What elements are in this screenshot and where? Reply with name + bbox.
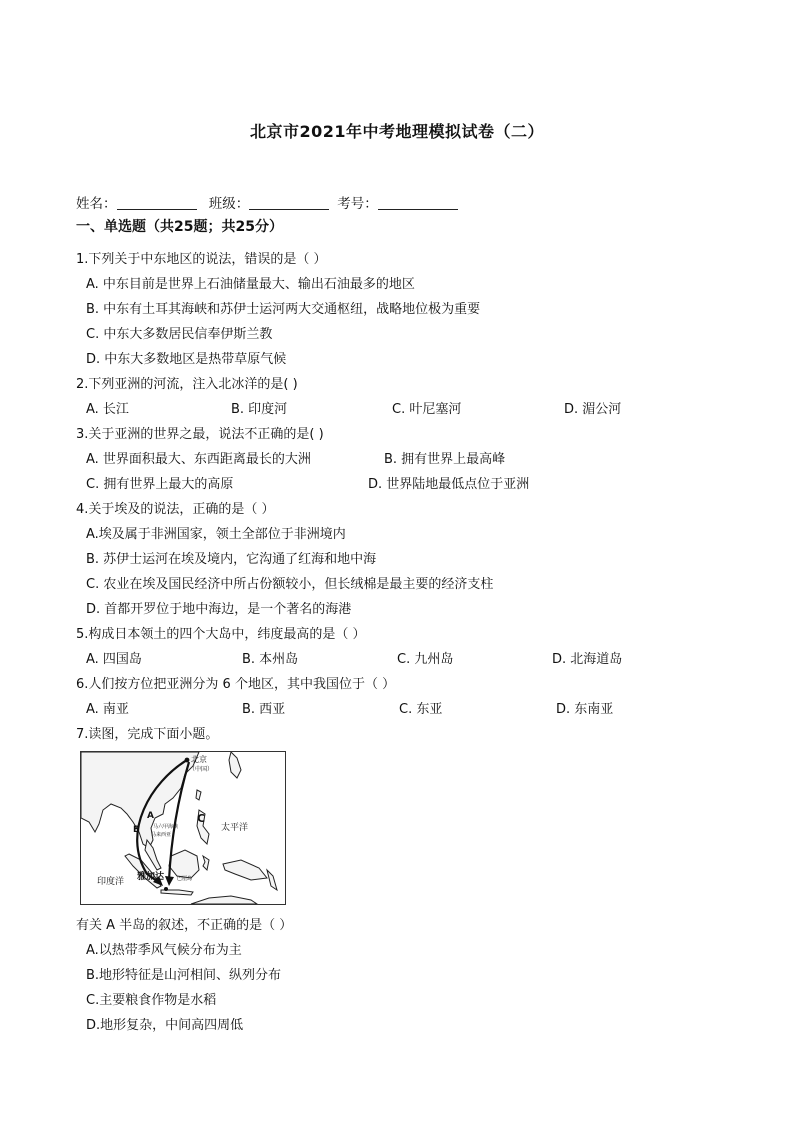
question-7-option-d[interactable]: D.地形复杂，中间高四周低 [86,1018,244,1033]
jakarta-marker [164,887,168,891]
pacific-islands [267,870,277,890]
letter-c-label: C [197,812,206,825]
southeast-asia-map [80,751,286,905]
question-3-option-a[interactable]: A. 世界面积最大、东西距离最长的大洲 [86,452,311,467]
letter-a-label: A [147,811,154,821]
class-blank[interactable] [249,195,329,210]
question-3-option-d[interactable]: D. 世界陆地最低点位于亚洲 [368,477,530,492]
question-4-option-c[interactable]: C. 农业在埃及国民经济中所占份额较小，但长绒棉是最主要的经济支柱 [86,577,494,592]
id-label: 考号： [337,196,378,212]
question-7-option-c[interactable]: C.主要粮食作物是水稻 [86,993,217,1008]
china-label: （中国） [189,766,214,773]
route-arrowhead-east [165,876,174,886]
question-6-option-d[interactable]: D. 东南亚 [556,702,614,717]
mainland-landmass [81,752,199,848]
name-label: 姓名： [76,196,117,212]
question-5-option-c[interactable]: C. 九州岛 [397,652,454,667]
letter-b-label: B [133,825,140,835]
baxi-label: 巴厘岛 [177,876,193,882]
question-5-option-b[interactable]: B. 本州岛 [242,652,299,667]
pacific-ocean-label: 太平洋 [221,823,249,833]
question-3-stem: 3.关于亚洲的世界之最，说法不正确的是( ) [76,427,324,442]
name-blank[interactable] [117,195,197,210]
beijing-label: 北京 [191,755,207,764]
malay-peninsula [145,840,161,870]
question-1-option-b[interactable]: B. 中东有土耳其海峡和苏伊士运河两大交通枢纽，战略地位极为重要 [86,302,481,317]
question-2-option-b[interactable]: B. 印度河 [231,402,288,417]
question-5-option-d[interactable]: D. 北海道岛 [552,652,623,667]
beijing-marker [185,758,190,763]
question-1-option-a[interactable]: A. 中东目前是世界上石油储量最大、输出石油最多的地区 [86,277,415,292]
student-info-line [76,192,466,212]
borneo-island [169,850,199,878]
malacca-label: 马六甲海峡 [153,824,179,830]
question-2-option-d[interactable]: D. 湄公河 [564,402,622,417]
jakarta-label: 雅加达 [137,872,165,882]
question-2-option-c[interactable]: C. 叶尼塞河 [392,402,462,417]
sulawesi-island [203,856,209,870]
question-5-option-a[interactable]: A. 四国岛 [86,652,142,667]
question-3-option-b[interactable]: B. 拥有世界上最高峰 [384,452,506,467]
question-6-option-a[interactable]: A. 南亚 [86,702,129,717]
question-6-option-c[interactable]: C. 东亚 [399,702,443,717]
id-blank[interactable] [378,195,458,210]
new-guinea-island [223,860,267,880]
taiwan-island [196,790,201,800]
question-1-stem: 1.下列关于中东地区的说法，错误的是（ ） [76,252,327,267]
section-heading: 一、单选题（共25题；共25分） [76,219,283,235]
australia-coast [191,896,257,904]
map-drawing [81,752,285,904]
question-6-stem: 6.人们按方位把亚洲分为 6 个地区，其中我国位于（ ） [76,677,396,692]
exam-title: 北京市2021年中考地理模拟试卷（二） [249,122,545,141]
question-4-option-a[interactable]: A.埃及属于非洲国家，领土全部位于非洲境内 [86,527,346,542]
question-7-option-b[interactable]: B.地形特征是山河相间、纵列分布 [86,968,282,983]
question-4-option-d[interactable]: D. 首都开罗位于地中海边，是一个著名的海港 [86,602,352,617]
question-6-option-b[interactable]: B. 西亚 [242,702,286,717]
indian-ocean-label: 印度洋 [97,877,125,887]
question-2-stem: 2.下列亚洲的河流，注入北冰洋的是( ) [76,377,298,392]
question-7-option-a[interactable]: A.以热带季风气候分布为主 [86,943,242,958]
japan-islands [229,752,241,778]
question-7-stem: 7.读图，完成下面小题。 [76,727,219,742]
malaysia-label: 马来西亚 [151,832,172,838]
question-1-option-d[interactable]: D. 中东大多数地区是热带草原气候 [86,352,287,367]
question-3-option-c[interactable]: C. 拥有世界上最大的高原 [86,477,234,492]
question-7-sub-stem: 有关 A 半岛的叙述，不正确的是（ ） [76,918,293,933]
question-4-stem: 4.关于埃及的说法，正确的是（ ） [76,502,275,517]
question-2-option-a[interactable]: A. 长江 [86,402,129,417]
question-1-option-c[interactable]: C. 中东大多数居民信奉伊斯兰教 [86,327,273,342]
class-label: 班级： [208,196,250,212]
question-5-stem: 5.构成日本领土的四个大岛中，纬度最高的是（ ） [76,627,366,642]
question-4-option-b[interactable]: B. 苏伊士运河在埃及境内，它沟通了红海和地中海 [86,552,377,567]
